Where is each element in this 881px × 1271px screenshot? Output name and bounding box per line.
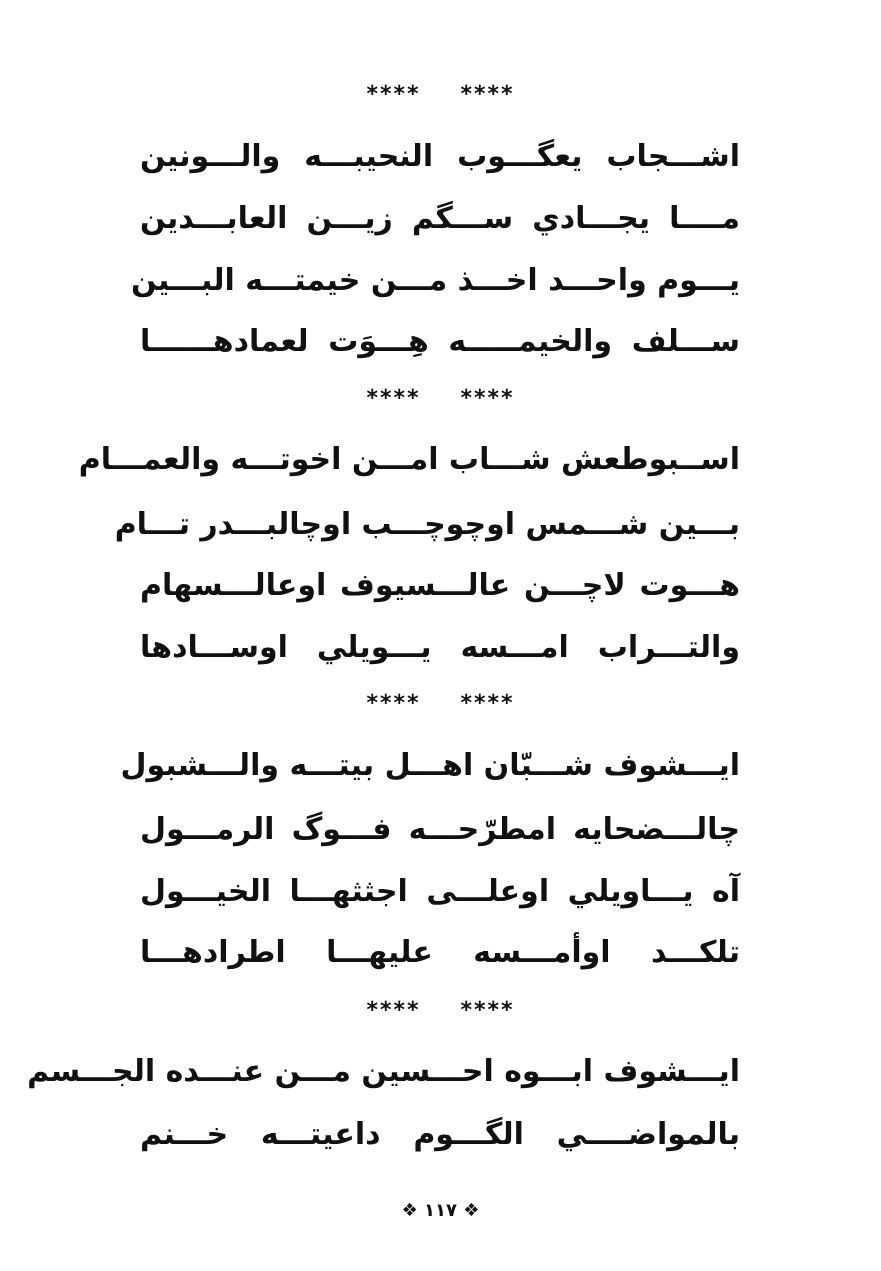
verse-line: مــــا يجـــادي ســـگم زيـــن العابـــدين	[140, 201, 740, 236]
separator-stars-left: ****	[460, 82, 515, 107]
verse-line: اشـــجاب يعگـــوب النحيبـــه والـــونين	[140, 139, 740, 174]
verse-line: هـــوت لاچـــن عالـــسيوف اوعالـــسهام	[140, 568, 740, 603]
separator-stars-left: ****	[460, 691, 515, 716]
verse-line: بـــين شـــمس اوچوچـــب اوچالبـــدر تـــام	[114, 507, 740, 542]
page-number	[0, 1200, 881, 1221]
separator-stars-right: ****	[366, 82, 421, 107]
ornament-icon: ❖	[401, 1200, 418, 1221]
verse-line: تلكـــد اوأمـــسه عليهـــا اطرادهـــا	[140, 935, 740, 970]
ornament-icon: ❖	[463, 1200, 480, 1221]
verse-line: يـــوم واحـــد اخـــذ مـــن خيمتـــه البـــين	[131, 263, 740, 298]
verse-line: آه يـــاويلي اوعلـــى اجثثهـــا الخيـــول	[140, 874, 740, 909]
verse-line: اســبوطعش شـــاب امـــن اخوتـــه والعمـــام	[78, 442, 740, 477]
verse-line: ســـلف والخيمـــــه هِـــوَت لعمادهــــــا	[140, 324, 740, 359]
star-separator	[0, 691, 881, 716]
star-separator	[0, 386, 881, 411]
separator-stars-right: ****	[366, 998, 421, 1023]
separator-stars-right: ****	[366, 386, 421, 411]
verse-line: ايـــشوف ابـــوه احـــسين مـــن عنـــده الجـــسم	[27, 1054, 740, 1089]
page-number-text: ١١٧	[424, 1200, 457, 1221]
star-separator	[0, 82, 881, 107]
star-separator	[0, 998, 881, 1023]
verse-line: چالـــضحايه امطرّحـــه فـــوگ الرمـــول	[140, 812, 740, 847]
verse-line: والتـــراب امـــسه يـــويلي اوســـادها	[140, 630, 740, 665]
verse-line: بالمواضــــي الگـــوم داعيتـــه خـــنم	[140, 1117, 740, 1152]
verse-line: ايـــشوف شـــبّان اهـــل بيتـــه والـــشبول	[120, 748, 740, 783]
separator-stars-left: ****	[460, 386, 515, 411]
separator-stars-left: ****	[460, 998, 515, 1023]
separator-stars-right: ****	[366, 691, 421, 716]
